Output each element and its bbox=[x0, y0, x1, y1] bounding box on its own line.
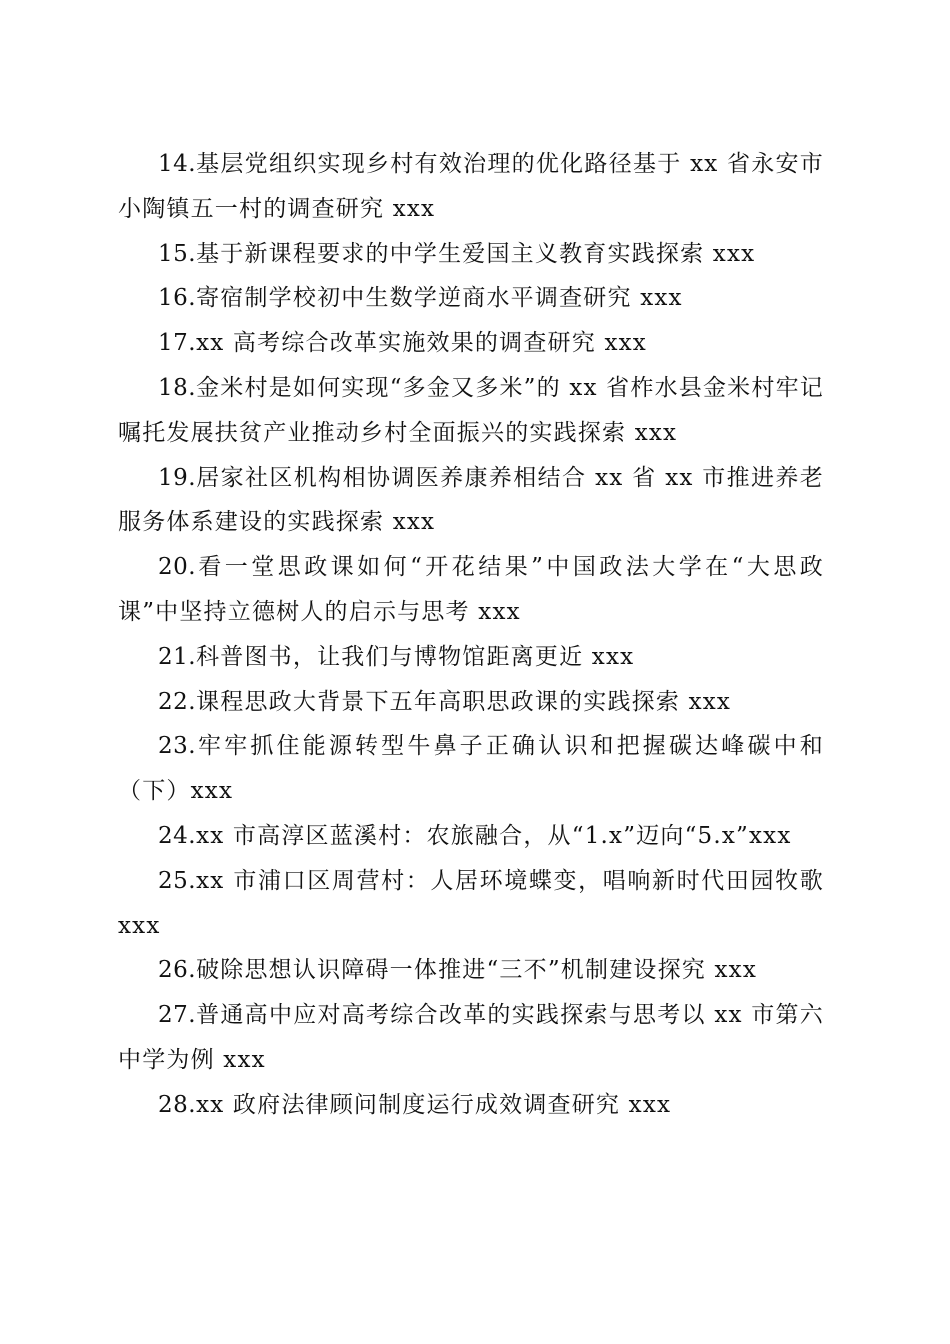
item-number: 18. bbox=[158, 374, 197, 401]
item-text: 寄宿制学校初中生数学逆商水平调查研究 xxx bbox=[196, 285, 683, 312]
item-number: 25. bbox=[158, 867, 197, 894]
item-text: xx 市浦口区周营村：人居环境蝶变，唱响新时代田园牧歌 xxx bbox=[118, 867, 824, 939]
list-item bbox=[118, 635, 824, 680]
item-number: 20. bbox=[158, 554, 197, 581]
item-text: 科普图书，让我们与博物馆距离更近 xxx bbox=[196, 643, 635, 670]
list-item bbox=[118, 1083, 824, 1128]
item-number: 14. bbox=[158, 151, 197, 177]
list-item bbox=[118, 321, 824, 366]
item-number: 17. bbox=[158, 330, 197, 357]
item-number: 19. bbox=[158, 464, 197, 491]
item-text: 看一堂思政课如何“开花结果”中国政法大学在“大思政课”中坚持立德树人的启示与思考 xxx bbox=[118, 554, 824, 625]
item-number: 27. bbox=[158, 1002, 197, 1029]
list-item bbox=[118, 859, 824, 949]
list-item bbox=[118, 680, 824, 725]
list-item bbox=[118, 276, 824, 321]
list-item bbox=[118, 948, 824, 993]
list-item bbox=[118, 993, 824, 1083]
list-item bbox=[118, 232, 824, 277]
title-list bbox=[118, 142, 824, 1128]
list-item bbox=[118, 545, 824, 635]
item-text: xx 政府法律顾问制度运行成效调查研究 xxx bbox=[196, 1091, 672, 1118]
item-number: 26. bbox=[158, 957, 197, 984]
list-item bbox=[118, 814, 824, 859]
list-item bbox=[118, 456, 824, 546]
item-text: xx 市高淳区蓝溪村：农旅融合，从“1.x”迈向“5.x”xxx bbox=[196, 822, 792, 849]
item-number: 23. bbox=[158, 733, 197, 760]
item-number: 28. bbox=[158, 1091, 197, 1118]
item-text: xx 高考综合改革实施效果的调查研究 xxx bbox=[196, 330, 647, 357]
item-number: 16. bbox=[158, 285, 197, 312]
item-number: 22. bbox=[158, 688, 197, 715]
item-text: 基层党组织实现乡村有效治理的优化路径基于 xx 省永安市小陶镇五一村的调查研究 xxx bbox=[118, 151, 824, 222]
item-number: 24. bbox=[158, 822, 197, 849]
item-text: 牢牢抓住能源转型牛鼻子正确认识和把握碳达峰碳中和（下）xxx bbox=[118, 733, 824, 805]
item-text: 金米村是如何实现“多金又多米”的 xx 省柞水县金米村牢记嘱托发展扶贫产业推动乡村全面振兴的实践探索 xxx bbox=[118, 374, 824, 446]
item-number: 15. bbox=[158, 240, 197, 267]
list-item bbox=[118, 366, 824, 456]
list-item bbox=[118, 724, 824, 814]
item-text: 居家社区机构相协调医养康养相结合 xx 省 xx 市推进养老服务体系建设的实践探索 xxx bbox=[118, 464, 824, 536]
item-text: 破除思想认识障碍一体推进“三不”机制建设探究 xxx bbox=[196, 957, 758, 984]
list-item bbox=[118, 142, 824, 232]
item-number: 21. bbox=[158, 643, 197, 670]
item-text: 普通高中应对高考综合改革的实践探索与思考以 xx 市第六中学为例 xxx bbox=[118, 1002, 824, 1073]
item-text: 基于新课程要求的中学生爱国主义教育实践探索 xxx bbox=[196, 240, 756, 267]
item-text: 课程思政大背景下五年高职思政课的实践探索 xxx bbox=[196, 688, 732, 715]
